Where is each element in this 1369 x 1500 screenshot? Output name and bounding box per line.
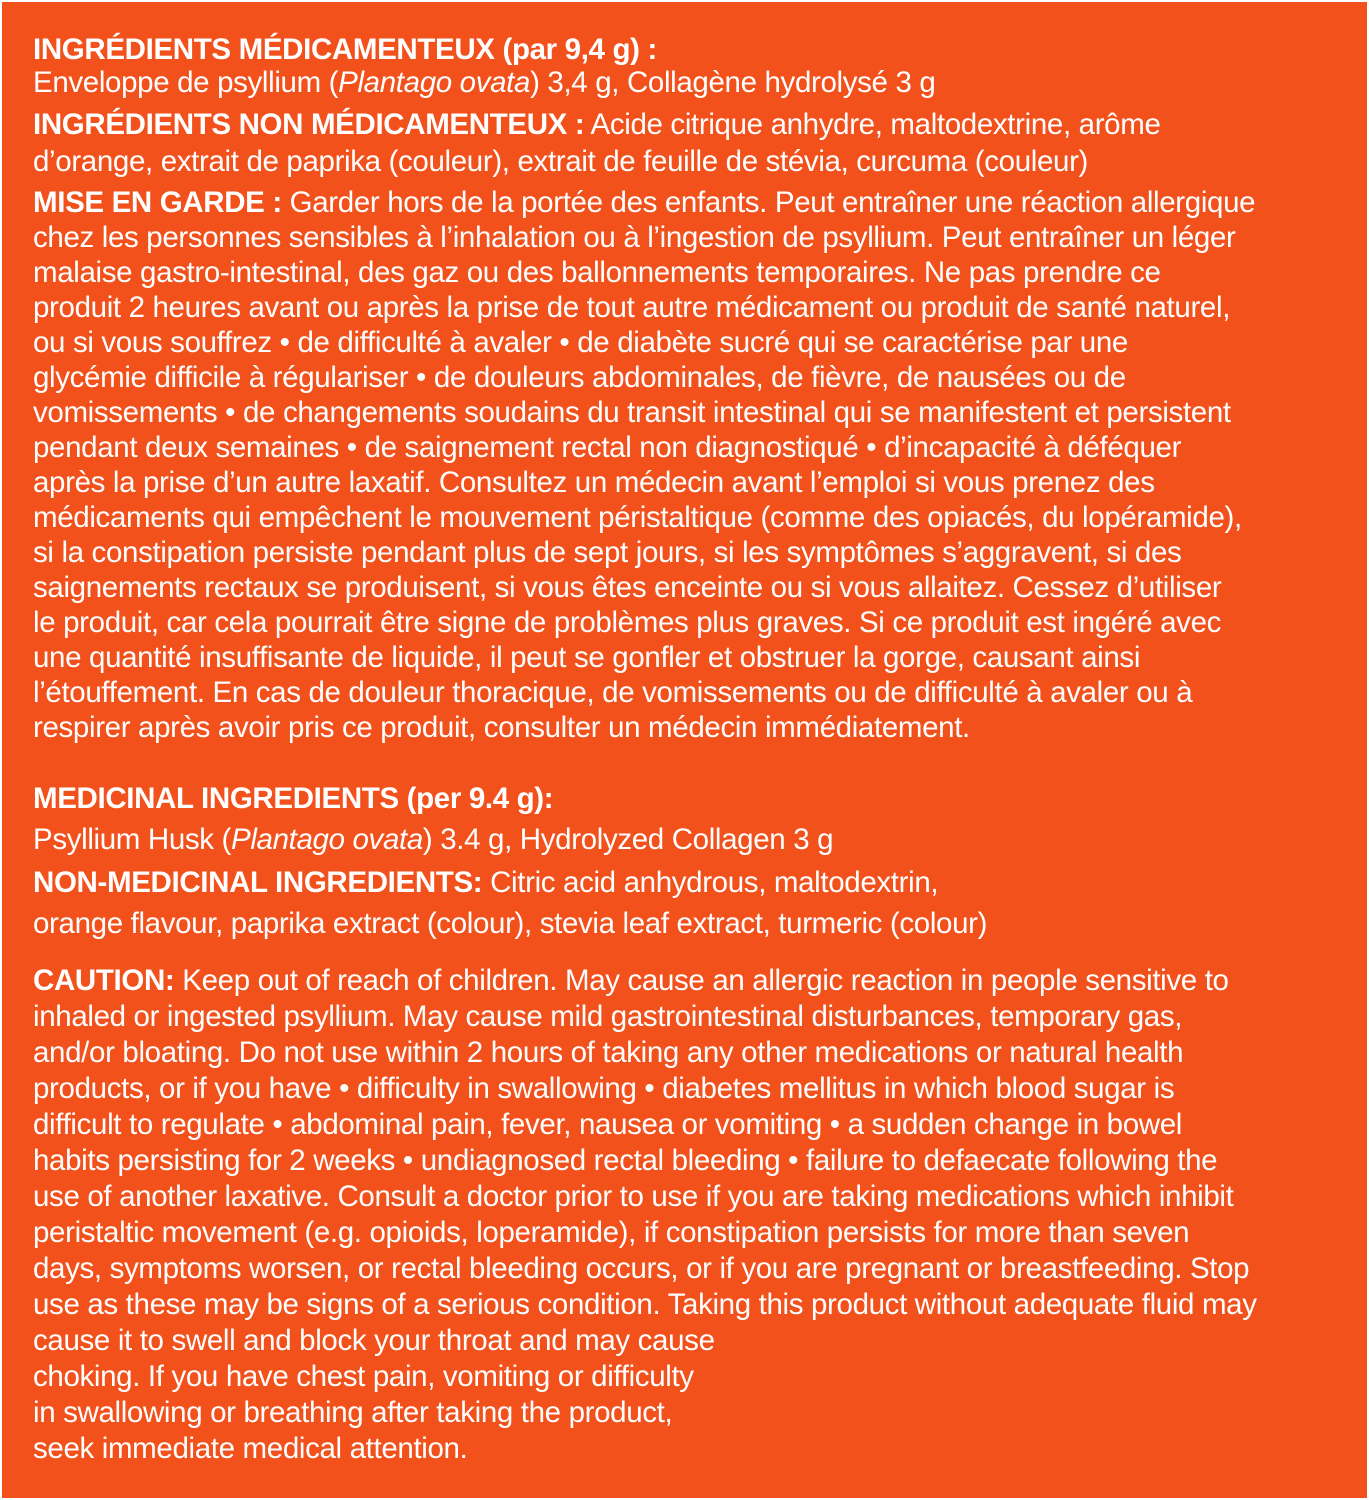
fr-caution-line-4: produit 2 heures avant ou après la prise de tout autre médicament ou produit de santé naturel, xyxy=(33,291,1231,324)
en-medicinal-line: Psyllium Husk (Plantago ovata) 3.4 g, Hydrolyzed Collagen 3 g xyxy=(33,823,834,856)
fr-caution-line-14: une quantité insuffisante de liquide, il peut se gonfler et obstruer la gorge, causant ainsi xyxy=(33,641,1141,674)
fr-caution-heading: MISE EN GARDE : xyxy=(33,186,282,219)
en-nonmedicinal-heading: NON-MEDICINAL INGREDIENTS: xyxy=(33,866,483,899)
fr-nonmedicinal-line-2: d’orange, extrait de paprika (couleur), extrait de feuille de stévia, curcuma (couleur) xyxy=(33,145,1089,178)
en-caution-line-6: habits persisting for 2 weeks • undiagnosed rectal bleeding • failure to defaecate following the xyxy=(33,1144,1218,1177)
en-caution-line-5: difficult to regulate • abdominal pain, fever, nausea or vomiting • a sudden change in bowel xyxy=(33,1108,1182,1141)
en-caution-line-2: inhaled or ingested psyllium. May cause mild gastrointestinal disturbances, temporary gas, xyxy=(33,1000,1183,1033)
fr-caution-line-13: le produit, car cela pourrait être signe de problèmes plus graves. Si ce produit est ingéré avec xyxy=(33,606,1222,639)
fr-latin-name: Plantago ovata xyxy=(338,66,531,99)
fr-caution-line-8: pendant deux semaines • de saignement rectal non diagnostiqué • d’incapacité à déféquer xyxy=(33,431,1182,464)
en-latin-name: Plantago ovata xyxy=(231,823,423,856)
en-caution-line-10: use as these may be signs of a serious condition. Taking this product without adequate fluid may xyxy=(33,1288,1257,1321)
en-caution-line-12: choking. If you have chest pain, vomiting or difficulty xyxy=(33,1360,694,1393)
fr-nonmedicinal-line-1: INGRÉDIENTS NON MÉDICAMENTEUX : Acide citrique anhydre, maltodextrine, arôme xyxy=(33,108,1161,141)
en-medicinal-heading: MEDICINAL INGREDIENTS (per 9.4 g): xyxy=(33,782,554,815)
en-caution-line-3: and/or bloating. Do not use within 2 hours of taking any other medications or natural health xyxy=(33,1036,1184,1069)
fr-caution-line-12: saignements rectaux se produisent, si vous êtes enceinte ou si vous allaitez. Cessez d’utiliser xyxy=(33,571,1222,604)
en-caution-heading: CAUTION: xyxy=(33,964,175,997)
fr-caution-line-1: MISE EN GARDE : Garder hors de la portée des enfants. Peut entraîner une réaction allergique xyxy=(33,186,1256,219)
fr-caution-line-9: après la prise d’un autre laxatif. Consultez un médecin avant l’emploi si vous prenez des xyxy=(33,466,1155,499)
en-nonmedicinal-line-2: orange flavour, paprika extract (colour), stevia leaf extract, turmeric (colour) xyxy=(33,907,988,940)
fr-caution-line-15: l’étouffement. En cas de douleur thoracique, de vomissements ou de difficulté à avaler ou à xyxy=(33,676,1193,709)
fr-nonmedicinal-heading: INGRÉDIENTS NON MÉDICAMENTEUX : xyxy=(33,108,585,141)
en-caution-line-13: in swallowing or breathing after taking the product, xyxy=(33,1396,673,1429)
en-caution-line-9: days, symptoms worsen, or rectal bleeding occurs, or if you are pregnant or breastfeeding. Stop xyxy=(33,1252,1250,1285)
en-caution-line-11: cause it to swell and block your throat and may cause xyxy=(33,1324,715,1357)
fr-caution-line-7: vomissements • de changements soudains du transit intestinal qui se manifestent et persistent xyxy=(33,396,1231,429)
en-caution-line-7: use of another laxative. Consult a doctor prior to use if you are taking medications which inhibit xyxy=(33,1180,1234,1213)
fr-medicinal-heading: INGRÉDIENTS MÉDICAMENTEUX (par 9,4 g) : xyxy=(33,33,657,66)
en-nonmedicinal-line-1: NON-MEDICINAL INGREDIENTS: Citric acid anhydrous, maltodextrin, xyxy=(33,866,939,899)
fr-caution-line-2: chez les personnes sensibles à l’inhalation ou à l’ingestion de psyllium. Peut entraîner un léger xyxy=(33,221,1236,254)
en-caution-line-14: seek immediate medical attention. xyxy=(33,1432,468,1465)
en-caution-line-8: peristaltic movement (e.g. opioids, loperamide), if constipation persists for more than seven xyxy=(33,1216,1190,1249)
label-panel xyxy=(2,2,1367,1498)
fr-caution-line-16: respirer après avoir pris ce produit, consulter un médecin immédiatement. xyxy=(33,711,970,744)
fr-caution-line-5: ou si vous souffrez • de difficulté à avaler • de diabète sucré qui se caractérise par une xyxy=(33,326,1128,359)
en-caution-line-4: products, or if you have • difficulty in swallowing • diabetes mellitus in which blood sugar is xyxy=(33,1072,1175,1105)
en-caution-line-1: CAUTION: Keep out of reach of children. May cause an allergic reaction in people sensitive to xyxy=(33,964,1229,997)
fr-caution-line-10: médicaments qui empêchent le mouvement péristaltique (comme des opiacés, du lopéramide), xyxy=(33,501,1242,534)
fr-caution-line-6: glycémie difficile à régulariser • de douleurs abdominales, de fièvre, de nausées ou de xyxy=(33,361,1126,394)
fr-caution-line-11: si la constipation persiste pendant plus de sept jours, si les symptômes s’aggravent, si des xyxy=(33,536,1182,569)
fr-caution-line-3: malaise gastro-intestinal, des gaz ou des ballonnements temporaires. Ne pas prendre ce xyxy=(33,256,1161,289)
fr-medicinal-line: Enveloppe de psyllium (Plantago ovata) 3,4 g, Collagène hydrolysé 3 g xyxy=(33,66,936,99)
